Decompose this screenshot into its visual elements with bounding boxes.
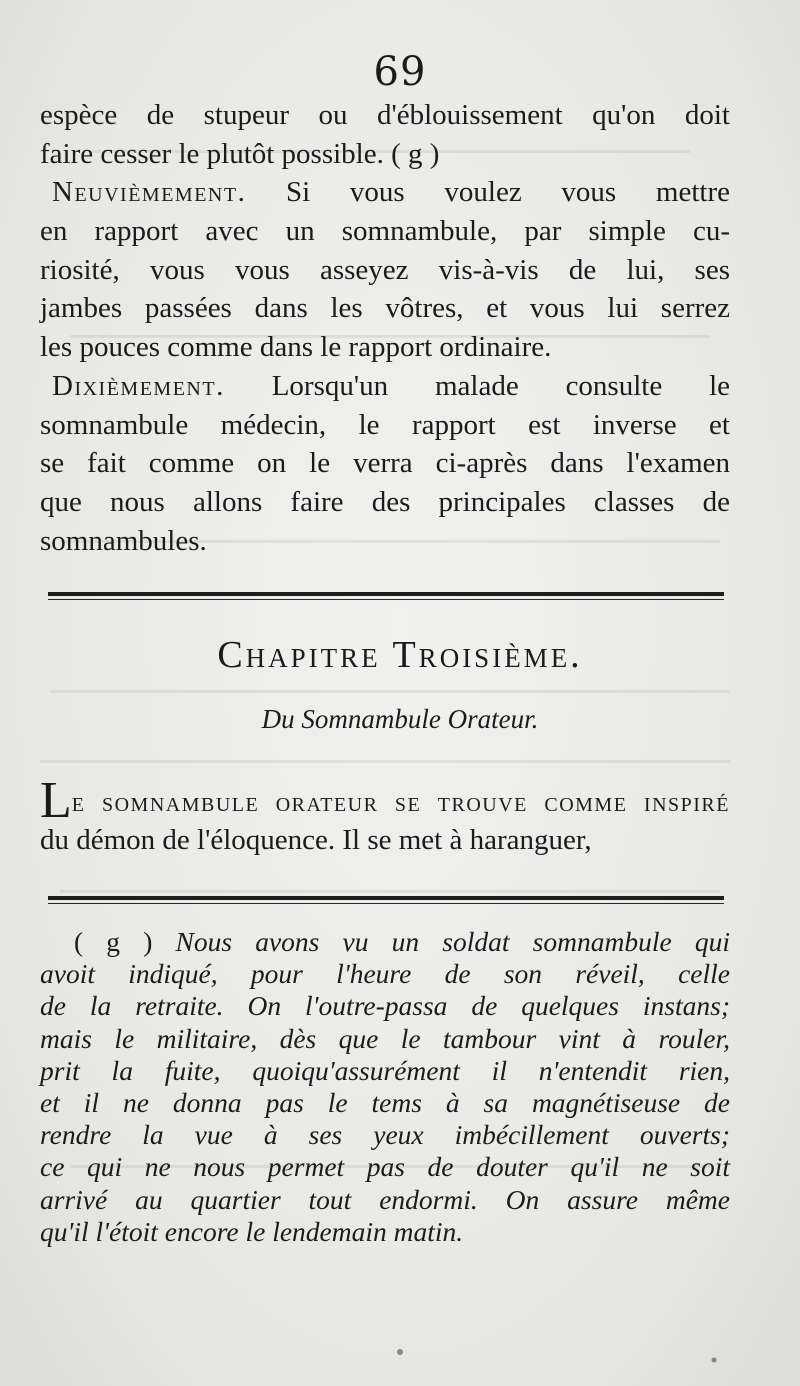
chapter-first-line: [40, 772, 730, 829]
footnote-line: avoit indiqué, pour l'heure de son réveil, celle: [40, 958, 730, 990]
body-line: somnambules.: [40, 524, 207, 557]
body-line: riosité, vous vous asseyez vis-à-vis de lui, ses: [40, 253, 730, 286]
footnote-divider-rule: [48, 896, 724, 904]
chapter-first-line-rest: e somnambule orateur se trouve comme inspiré: [71, 786, 730, 818]
body-line: du démon de l'éloquence. Il se met à haranguer,: [40, 823, 592, 856]
footnote: [40, 926, 730, 1248]
footnote-line: prit la fuite, quoiqu'assurément il n'entendit rien,: [40, 1054, 730, 1086]
page-number: 69: [373, 49, 427, 95]
footnote-line: ce qui ne nous permet pas de douter qu'il ne soit: [40, 1151, 730, 1183]
footnote-line-rest: Nous avons vu un soldat somnambule qui: [175, 926, 730, 957]
footnote-line: et il ne donna pas le tems à sa magnétiseuse de: [40, 1086, 730, 1118]
chapter-divider-rule: [48, 592, 724, 600]
footnote-line: de la retraite. On l'outre-passa de quelques instans;: [40, 990, 730, 1022]
body-line: les pouces comme dans le rapport ordinaire.: [40, 331, 552, 364]
body-line: faire cesser le plutôt possible. ( g ): [40, 137, 440, 170]
chapter-title: Chapitre Troisième.: [217, 634, 583, 676]
body-line-rest: Lorsqu'un malade consulte le: [271, 369, 731, 402]
body-line: espèce de stupeur ou d'éblouissement qu'on doit: [40, 99, 730, 131]
body-line: que nous allons faire des principales classes de: [40, 485, 730, 518]
footnote-line: rendre la vue à ses yeux imbécillement ouverts;: [40, 1119, 730, 1151]
footnote-first-line: [40, 926, 730, 958]
paragraph-head: Neuvièmement.: [52, 176, 247, 209]
paragraph-neuviemement: [40, 173, 730, 212]
chapter-body-text: [40, 772, 730, 859]
body-line: jambes passées dans les vôtres, et vous lui serrez: [40, 292, 730, 325]
chapter-subtitle: Du Somnambule Orateur.: [261, 704, 539, 734]
body-line-rest: Si vous voulez vous mettre: [286, 176, 730, 209]
body-line: se fait comme on le verra ci-après dans l'examen: [40, 447, 730, 480]
footnote-line: arrivé au quartier tout endormi. On assure même: [40, 1183, 730, 1215]
body-line: en rapport avec un somnambule, par simple cu-: [40, 215, 730, 248]
footnote-line: qu'il l'étoit encore le lendemain matin.: [40, 1215, 464, 1247]
footnote-line: mais le militaire, dès que le tambour vint à rouler,: [40, 1022, 730, 1054]
footnote-marker: ( g ): [74, 926, 153, 957]
drop-capital: L: [40, 772, 72, 829]
paragraph-dixiemement: [40, 367, 730, 406]
body-line: somnambule médecin, le rapport est inverse et: [40, 408, 730, 441]
paragraph-head: Dixièmement.: [52, 369, 225, 402]
body-text-top: [40, 96, 730, 560]
